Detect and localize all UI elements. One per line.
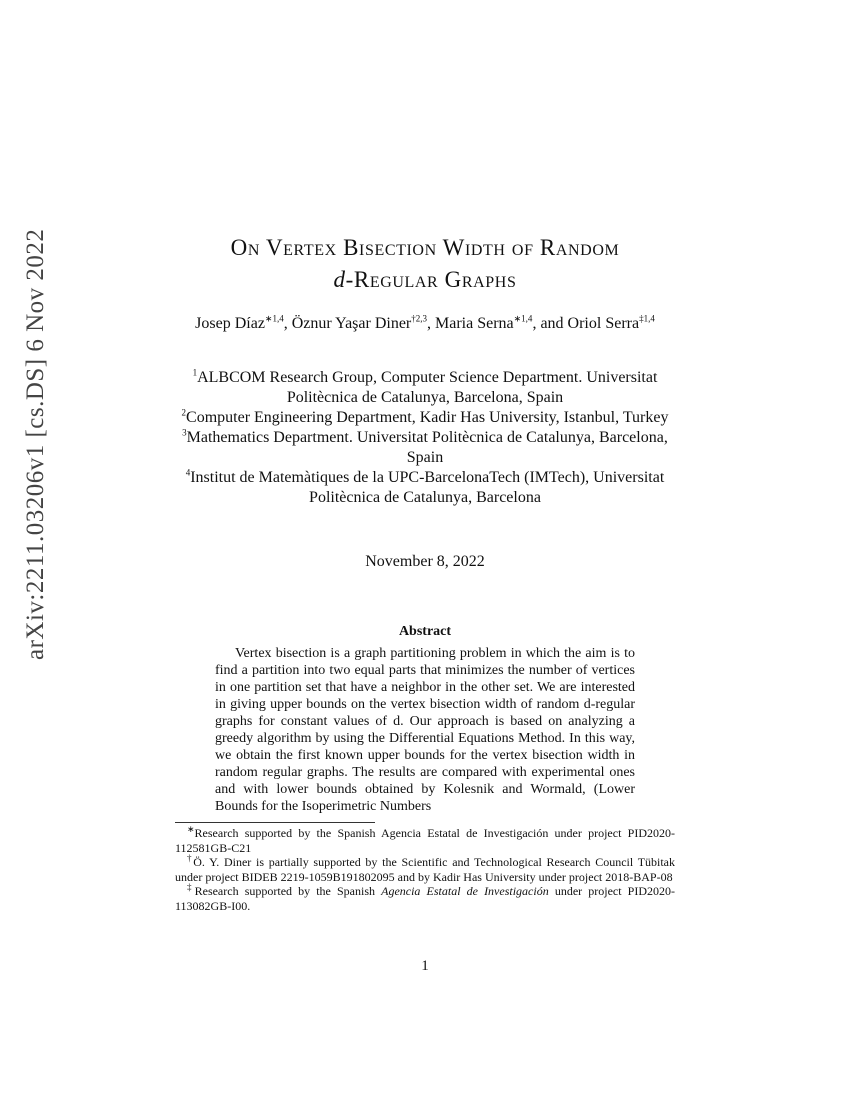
arxiv-identifier: arXiv:2211.03206v1 [cs.DS] 6 Nov 2022 [22, 228, 49, 660]
affiliation-list [175, 368, 675, 508]
paper-title [175, 232, 675, 296]
author: Oriol Serra$^{\ddagger 1,4}$ [567, 313, 655, 332]
title-line-1: On Vertex Bisection Width of Random [230, 235, 620, 260]
footnotes [175, 826, 675, 914]
paper-date: November 8, 2022 [365, 553, 485, 570]
footnote: †Ö. Y. Diner is partially supported by the Scientific and Technological Research Council Tübitak under project BIDEB 2219-1059B191802095 and by Kadir Has University under project 2018-BAP-08 [175, 853, 676, 884]
title-math-d: d [333, 267, 346, 292]
abstract-text: Vertex bisection is a graph partitioning problem in which the aim is to find a partition into two equal parts that minimizes the number of vertices in one partition set that have a neighbor in the other set. We are interested in giving upper bounds on the vertex bisection width of random d-regular graphs for constant values of d. Our approach is based on analyzing a greedy algorithm by using the Differential Equations Method. In this way, we obtain the first known upper bounds for the vertex bisection width in random regular graphs. The results are compared with experimental ones and with lower bounds obtained by Kolesnik and Wormald, (Lower Bounds for the Isoperimetric Numbers [215, 646, 635, 814]
title-line-2-rest: -Regular Graphs [345, 267, 517, 292]
title-line-2 [175, 264, 675, 296]
affiliation: $^1$ALBCOM Research Group, Computer Science Department. Universitat Politècnica de Catalunya, Barcelona, Spain [192, 367, 658, 406]
page-number: 1 [421, 958, 429, 974]
affiliation: $^4$Institut de Matemàtiques de la UPC-BarcelonaTech (IMTech), Universitat Politècnica de Catalunya, Barcelona [185, 467, 665, 506]
author: Maria Serna$^{∗1,4}$, and [435, 313, 568, 332]
abstract-heading: Abstract [398, 624, 452, 639]
footnote: ∗Research supported by the Spanish Agencia Estatal de Investigación under project PID2020-112581GB-C21 [175, 824, 675, 855]
footnote-rule [175, 822, 375, 823]
author: Öznur Yaşar Diner$^{\dagger 2,3}$, [291, 313, 435, 332]
footnote: ‡Research supported by the Spanish Agencia Estatal de Investigación under project PID2020-113082GB-I00. [175, 882, 676, 913]
author: Josep Díaz$^{∗1,4}$, [195, 313, 292, 332]
author-list [175, 314, 675, 334]
affiliation: $^2$Computer Engineering Department, Kadir Has University, Istanbul, Turkey [181, 407, 669, 426]
affiliation: $^3$Mathematics Department. Universitat Politècnica de Catalunya, Barcelona, Spain [182, 427, 668, 466]
